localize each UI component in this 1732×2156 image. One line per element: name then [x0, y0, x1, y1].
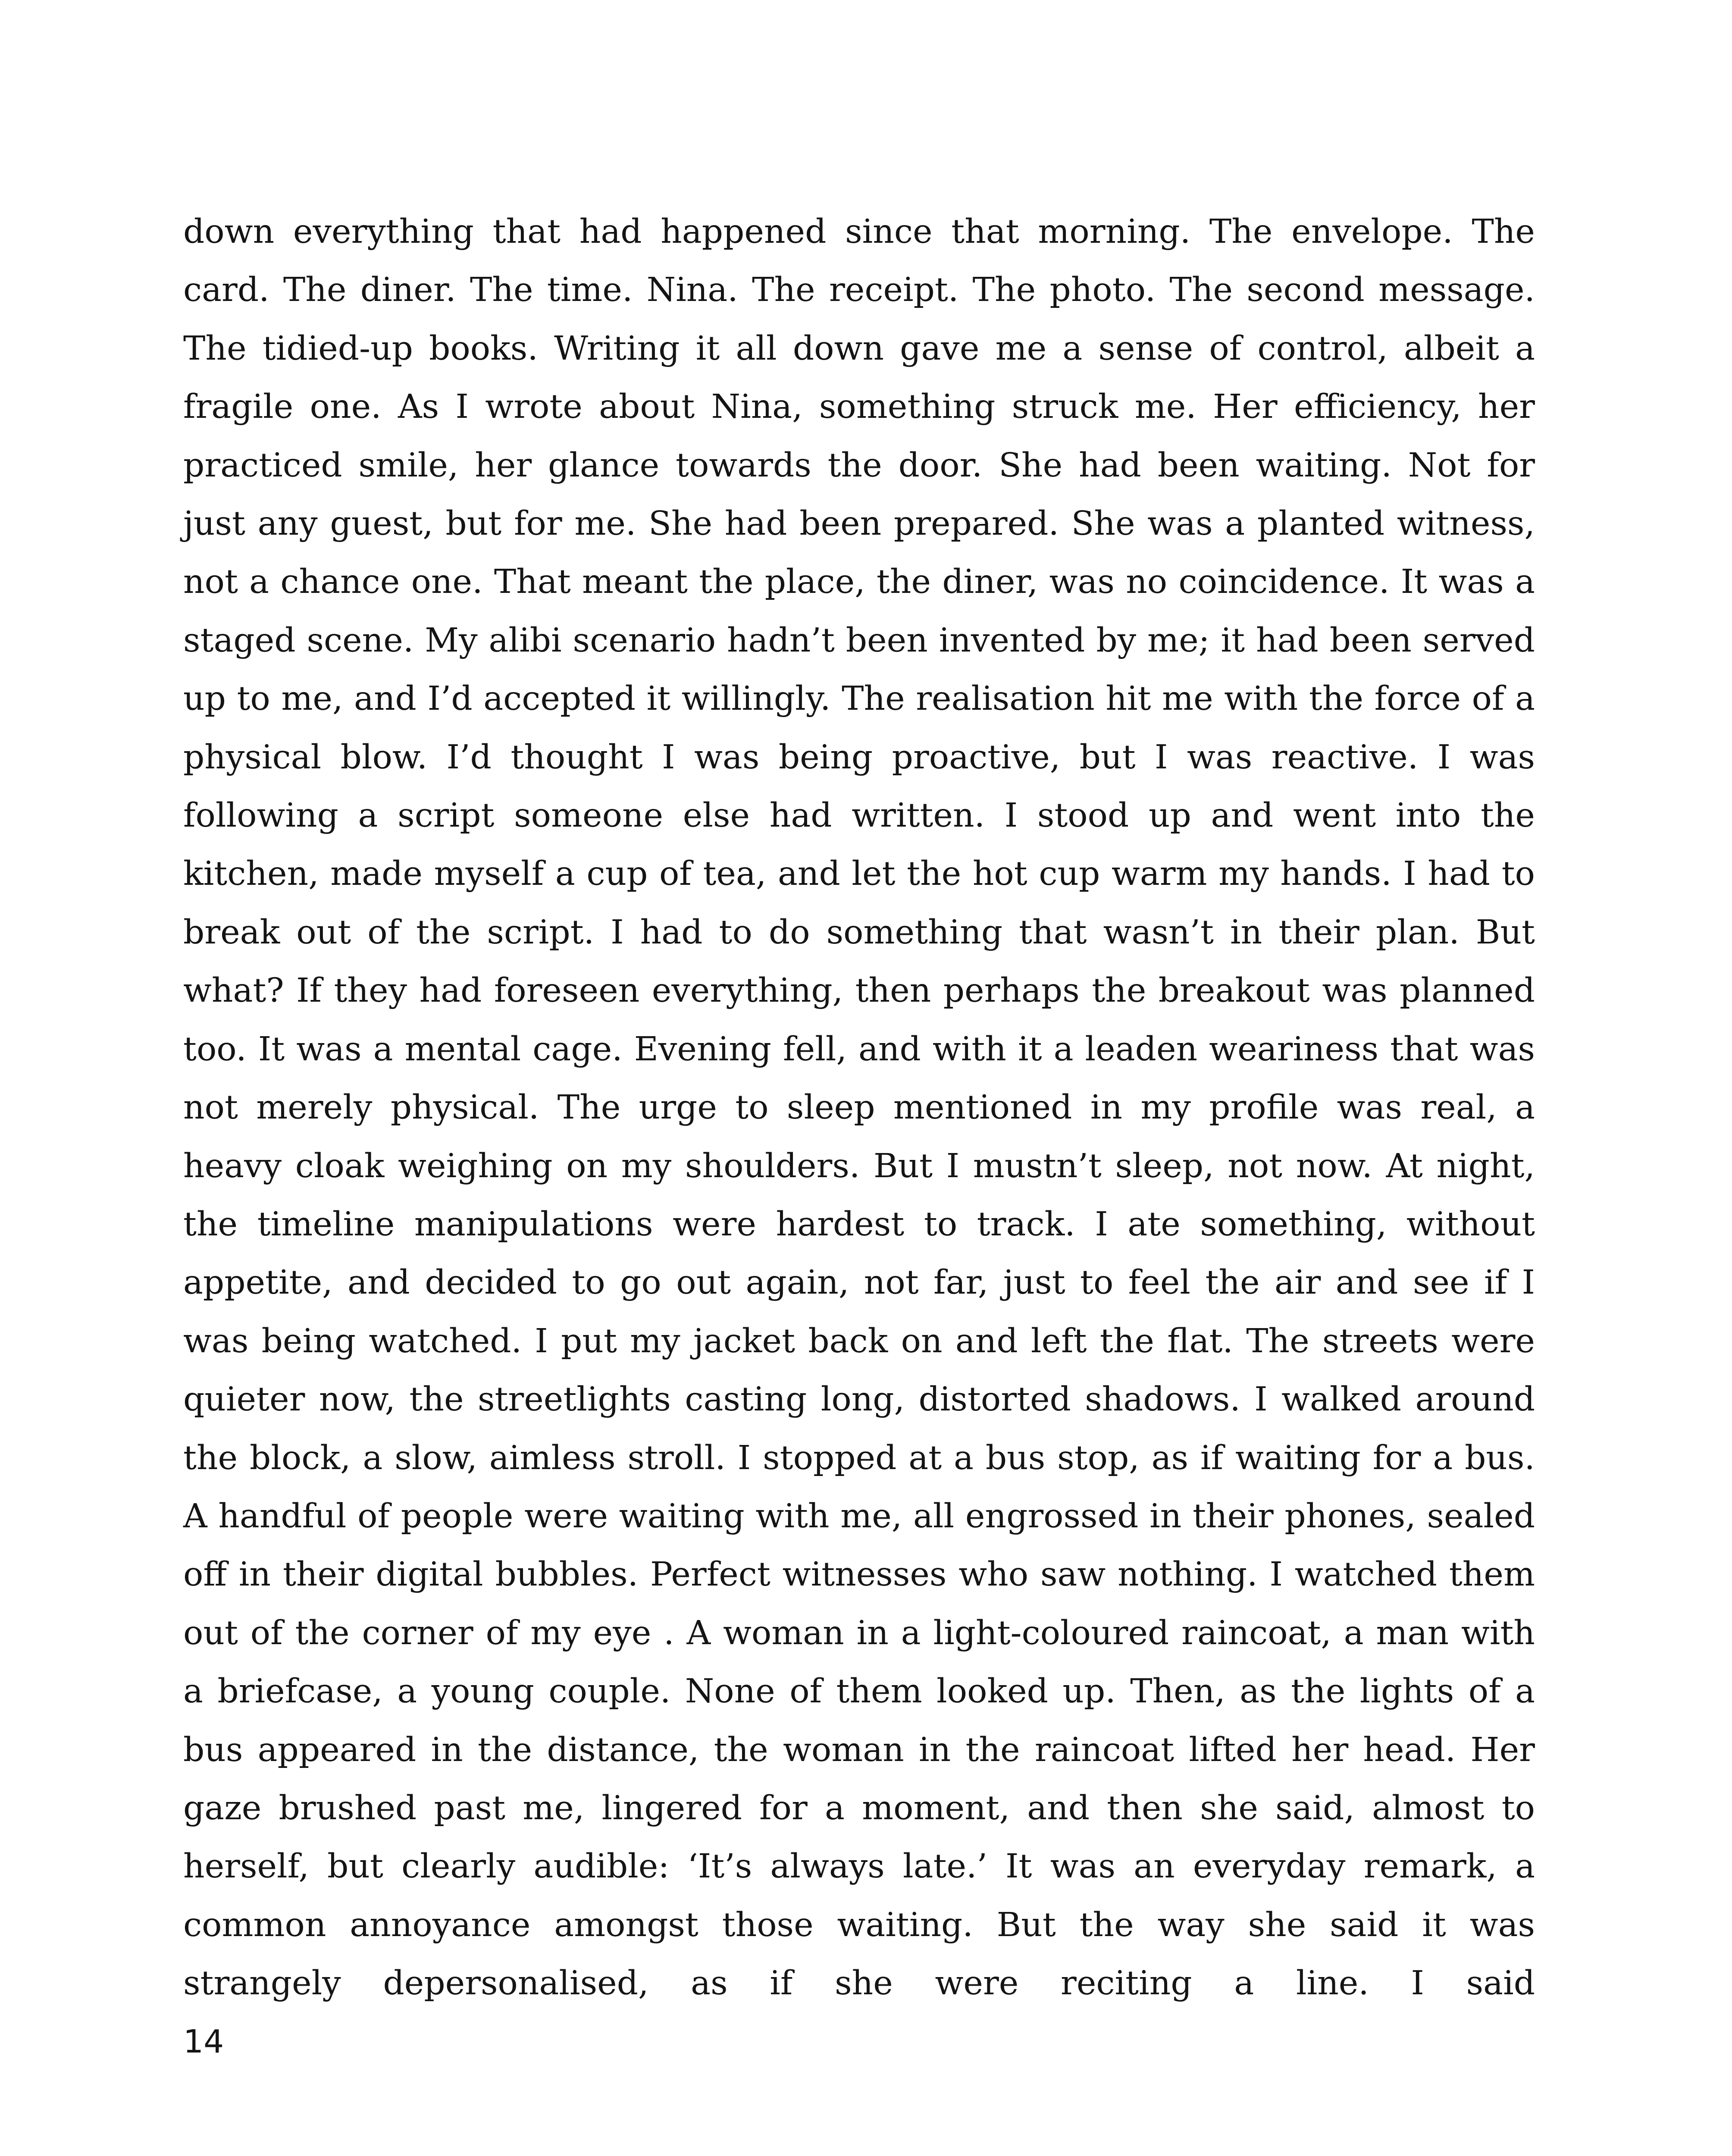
page-number: 14	[183, 2023, 224, 2060]
body-paragraph: down everything that had happened since that morning. The envelope. The card. The diner. The time. Nina. The receipt. The photo. The second message. The tidied-up books. Writing it all down gave me a sense of control, albeit a fragile one. As I wrote about Nina, something struck me. Her efficiency, her practiced smile, her glance towards the door. She had been waiting. Not for just any guest, but for me. She had been prepared. She was a planted witness, not a chance one. That meant the place, the diner, was no coincidence. It was a staged scene. My alibi scenario hadn’t been invented by me; it had been served up to me, and I’d accepted it willingly. The realisation hit me with the force of a physical blow. I’d thought I was being proactive, but I was reactive. I was following a script someone else had written. I stood up and went into the kitchen, made myself a cup of tea, and let the hot cup warm my hands. I had to break out of the script. I had to do something that wasn’t in their plan. But what? If they had foreseen everything, then perhaps the breakout was planned too. It was a mental cage. Evening fell, and with it a leaden weariness that was not merely physical. The urge to sleep mentioned in my profile was real, a heavy cloak weighing on my shoulders. But I mustn’t sleep, not now. At night, the timeline manipulations were hardest to track. I ate something, without appetite, and decided to go out again, not far, just to feel the air and see if I was being watched. I put my jacket back on and left the flat. The streets were quieter now, the streetlights casting long, distorted shadows. I walked around the block, a slow, aimless stroll. I stopped at a bus stop, as if waiting for a bus. A handful of people were waiting with me, all engrossed in their phones, sealed off in their digital bubbles. Perfect witnesses who saw nothing. I watched them out of the corner of my eye . A woman in a light-coloured raincoat, a man with a briefcase, a young couple. None of them looked up. Then, as the lights of a bus appeared in the distance, the woman in the raincoat lifted her head. Her gaze brushed past me, lingered for a moment, and then she said, almost to herself, but clearly audible: ‘It’s always late.’ It was an everyday remark, a common annoyance amongst those waiting. But the way she said it was strangely depersonalised, as if she were reciting a line. I said	[183, 213, 1535, 2003]
